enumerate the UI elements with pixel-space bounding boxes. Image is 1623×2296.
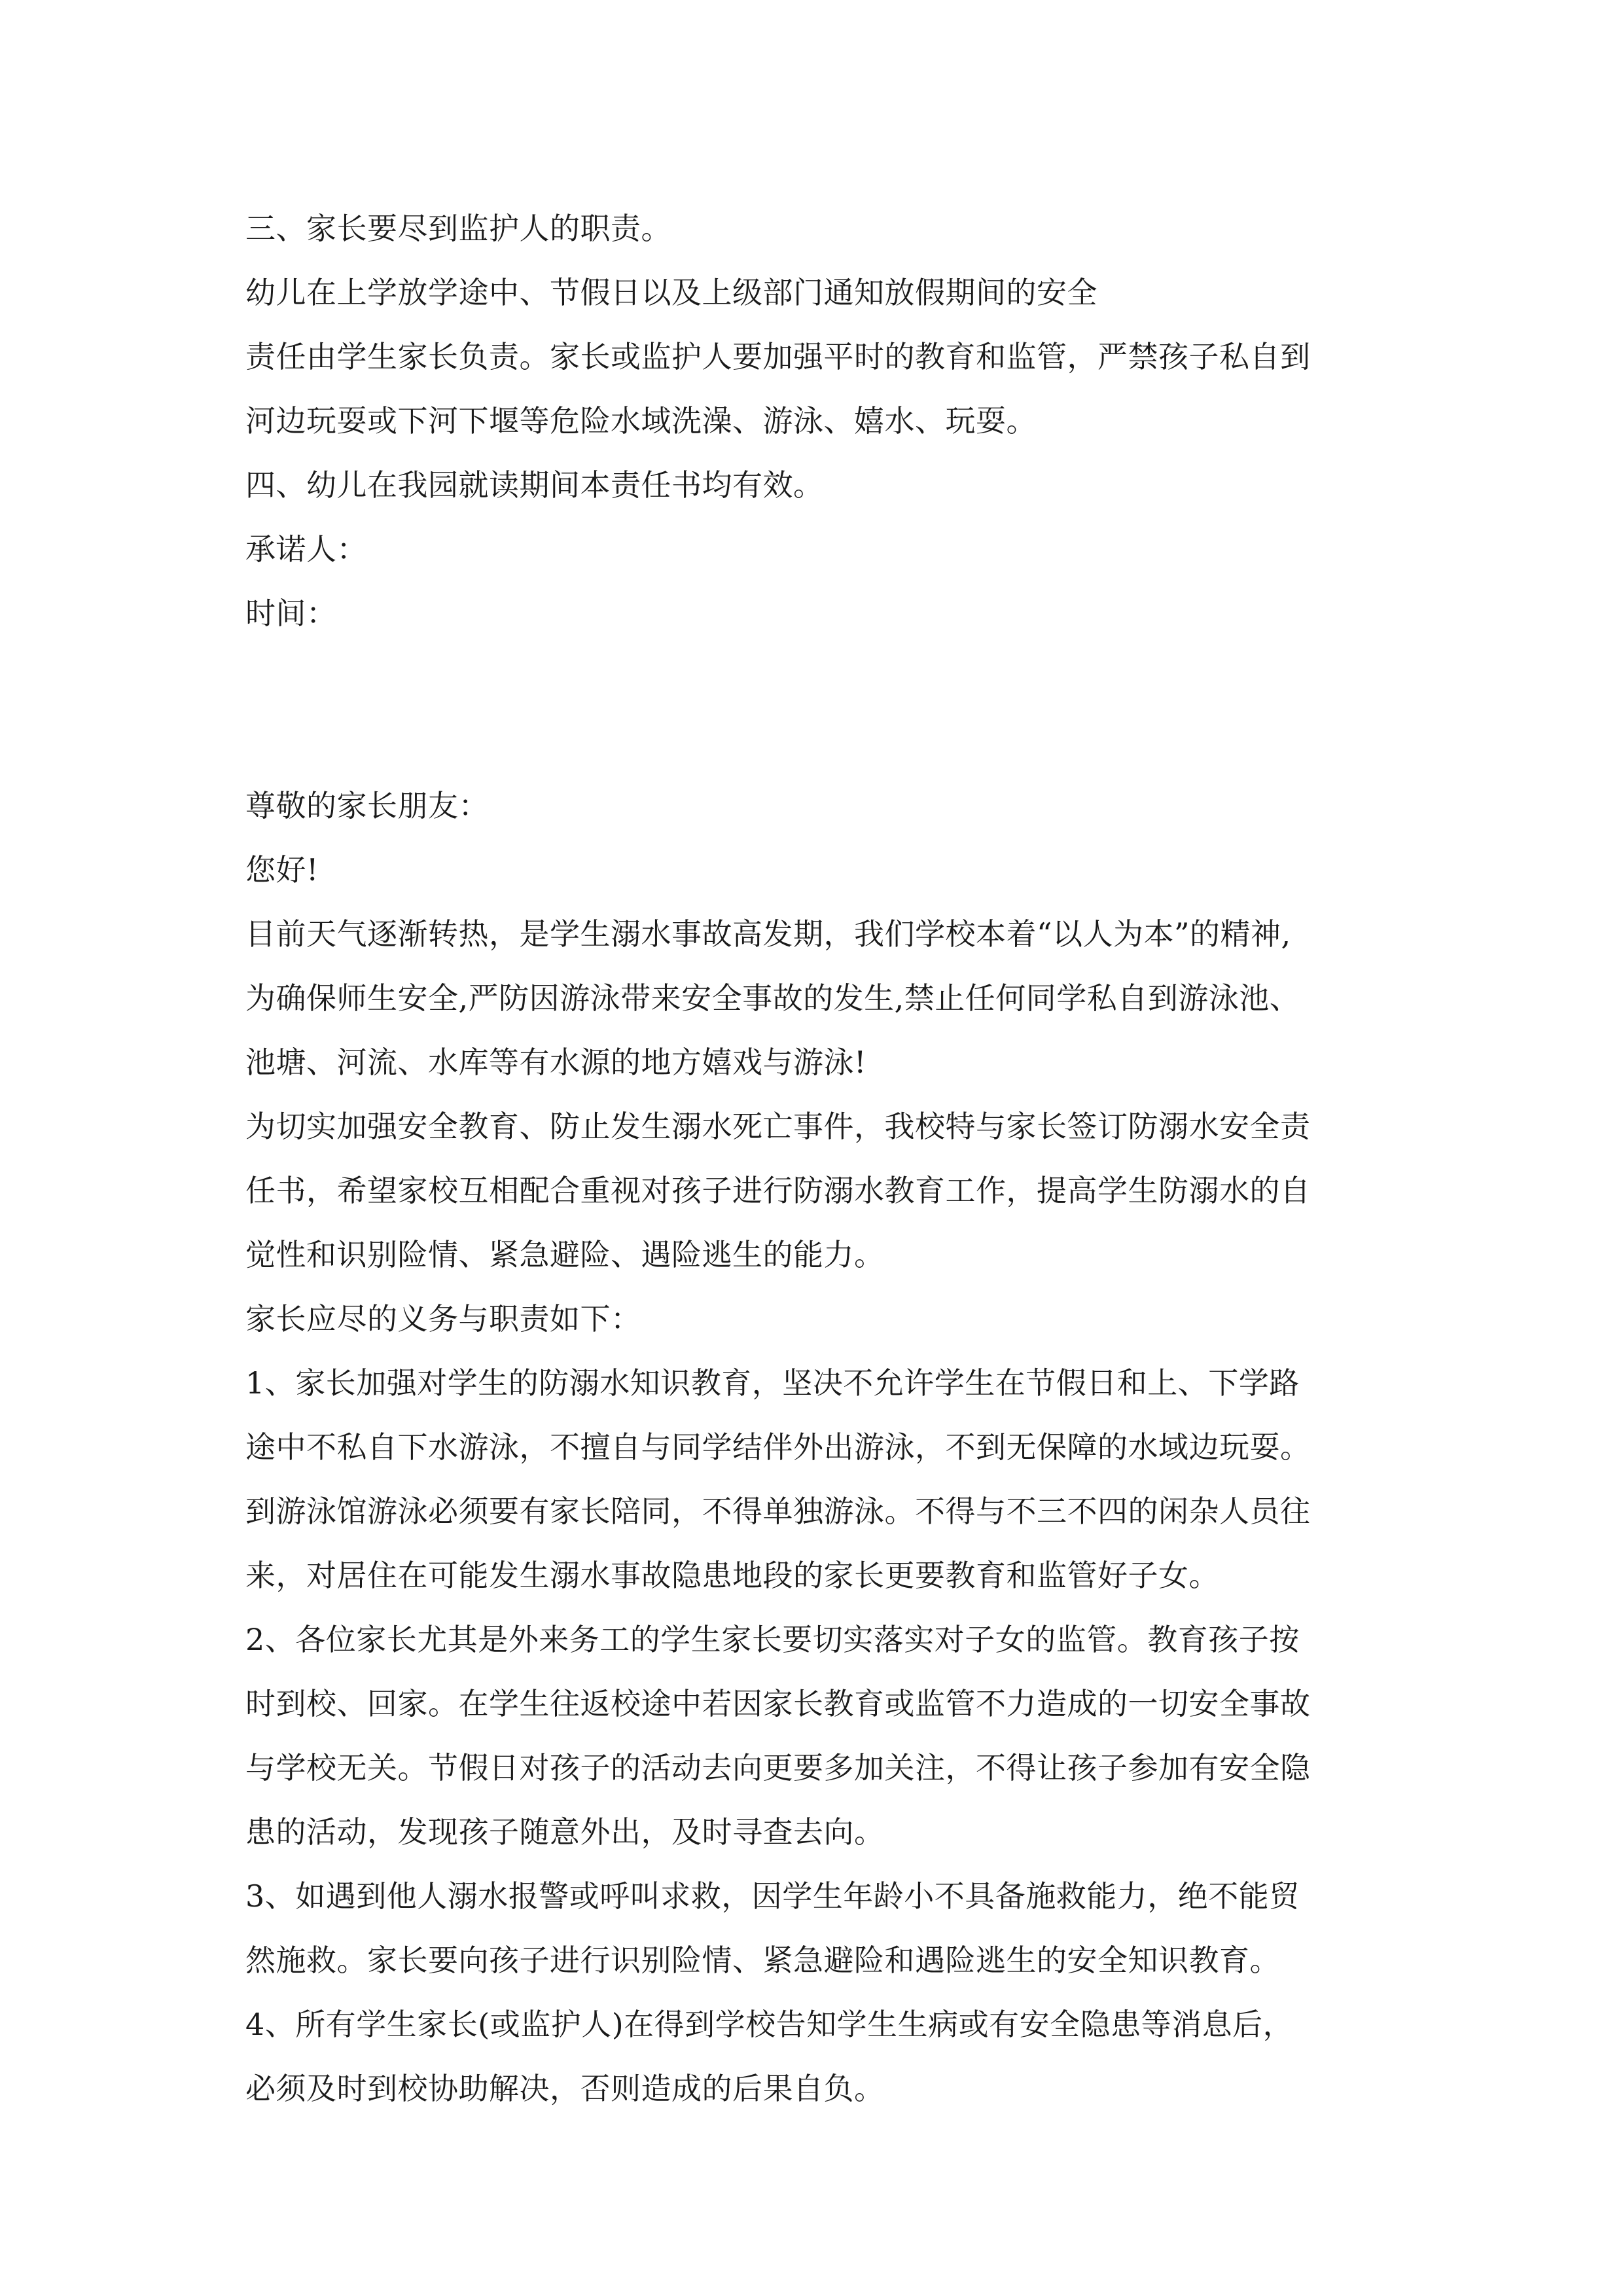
duty-item-3: 3、如遇到他人溺水报警或呼叫求救，因学生年龄小不具备施救能力，绝不能贸 (245, 1878, 1300, 1914)
duty-item-4: 4、所有学生家长(或监护人)在得到学校告知学生生病或有安全隐患等消息后， (245, 2007, 1294, 2042)
paragraph-line: 途中不私自下水游泳，不擅自与同学结伴外出游泳，不到无保障的水域边玩耍。 (245, 1429, 1311, 1465)
promisor-label: 承诺人： (245, 531, 367, 567)
paragraph-line: 必须及时到校协助解决，否则造成的后果自负。 (245, 2071, 885, 2106)
paragraph-line: 幼儿在上学放学途中、节假日以及上级部门通知放假期间的安全 (245, 275, 1097, 310)
section-spacer (245, 645, 1397, 774)
section-guardian-duties (245, 196, 1397, 645)
letter-greeting: 您好! (245, 852, 319, 888)
paragraph-line: 为切实加强安全教育、防止发生溺水死亡事件，我校特与家长签订防溺水安全责 (245, 1109, 1311, 1144)
paragraph-line: 责任由学生家长负责。家长或监护人要加强平时的教育和监管，严禁孩子私自到 (245, 339, 1311, 374)
paragraph-line: 到游泳馆游泳必须要有家长陪同，不得单独游泳。不得与不三不四的闲杂人员往 (245, 1494, 1311, 1529)
letter-salutation: 尊敬的家长朋友： (245, 788, 489, 823)
section-parent-letter (245, 774, 1397, 2121)
paragraph-line: 来，对居住在可能发生溺水事故隐患地段的家长更要教育和监管好子女。 (245, 1558, 1219, 1593)
paragraph-line: 任书，希望家校互相配合重视对孩子进行防溺水教育工作，提高学生防溺水的自 (245, 1173, 1311, 1208)
paragraph-line: 池塘、河流、水库等有水源的地方嬉戏与游泳! (245, 1045, 866, 1080)
duties-heading: 家长应尽的义务与职责如下： (245, 1301, 641, 1336)
date-label: 时间： (245, 596, 337, 631)
paragraph-line: 觉性和识别险情、紧急避险、遇险逃生的能力。 (245, 1237, 885, 1272)
paragraph-line: 为确保师生安全,严防因游泳带来安全事故的发生,禁止任何同学私自到游泳池、 (245, 980, 1300, 1016)
section-heading-four: 四、幼儿在我园就读期间本责任书均有效。 (245, 467, 824, 503)
paragraph-line: 然施救。家长要向孩子进行识别险情、紧急避险和遇险逃生的安全知识教育。 (245, 1943, 1280, 1978)
paragraph-line: 时到校、回家。在学生往返校途中若因家长教育或监管不力造成的一切安全事故 (245, 1686, 1311, 1721)
paragraph-line: 患的活动，发现孩子随意外出，及时寻查去向。 (245, 1814, 885, 1850)
section-heading-three: 三、家长要尽到监护人的职责。 (245, 211, 671, 246)
duty-item-1: 1、家长加强对学生的防溺水知识教育，坚决不允许学生在节假日和上、下学路 (245, 1365, 1300, 1401)
duty-item-2: 2、各位家长尤其是外来务工的学生家长要切实落实对子女的监管。教育孩子按 (245, 1622, 1300, 1657)
document-page (245, 196, 1397, 2121)
paragraph-line: 与学校无关。节假日对孩子的活动去向更要多加关注，不得让孩子参加有安全隐 (245, 1750, 1311, 1785)
paragraph-line: 河边玩耍或下河下堰等危险水域洗澡、游泳、嬉水、玩耍。 (245, 403, 1037, 439)
paragraph-line: 目前天气逐渐转热，是学生溺水事故高发期，我们学校本着“以人为本”的精神, (245, 916, 1291, 952)
